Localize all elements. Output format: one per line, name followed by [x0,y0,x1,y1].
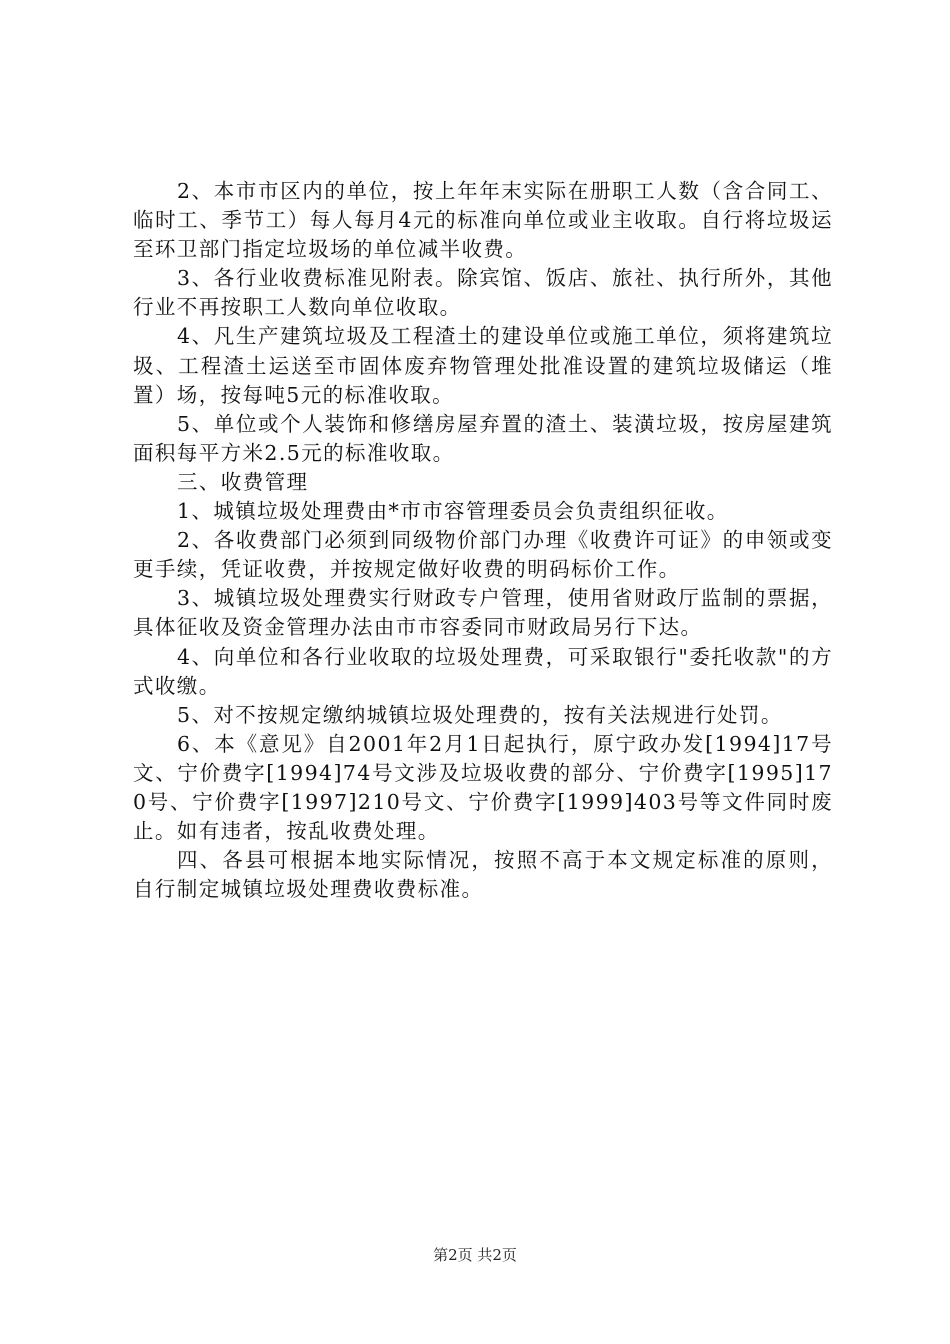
section-four-counties: 四、各县可根据本地实际情况，按照不高于本文规定标准的原则，自行制定城镇垃圾处理费收费标准。 [133,848,833,902]
document-body [133,141,833,904]
paragraph-item-2-fee-standard: 2、本市市区内的单位，按上年年末实际在册职工人数（含合同工、临时工、季节工）每人每月4元的标准向单位或业主收取。自行将垃圾运至环卫部门指定垃圾场的单位减半收费。 [133,179,833,262]
paragraph-item-3-industry-fees: 3、各行业收费标准见附表。除宾馆、饭店、旅社、执行所外，其他行业不再按职工人数向单位收取。 [133,266,833,320]
page-footer: 第2页 共2页 [433,1246,517,1264]
paragraph-management-3: 3、城镇垃圾处理费实行财政专户管理，使用省财政厅监制的票据，具体征收及资金管理办法由市市容委同市财政局另行下达。 [133,586,833,640]
paragraph-item-4-construction-waste: 4、凡生产建筑垃圾及工程渣土的建设单位或施工单位，须将建筑垃圾、工程渣土运送至市固体废弃物管理处批准设置的建筑垃圾储运（堆置）场，按每吨5元的标准收取。 [133,324,833,407]
paragraph-management-1: 1、城镇垃圾处理费由*市市容管理委员会负责组织征收。 [177,499,729,524]
paragraph-management-4: 4、向单位和各行业收取的垃圾处理费，可采取银行"委托收款"的方式收缴。 [133,644,833,698]
section-heading-fee-management: 三、收费管理 [177,469,309,494]
paragraph-item-5-renovation-waste: 5、单位或个人装饰和修缮房屋弃置的渣土、装潢垃圾，按房屋建筑面积每平方米2.5元的标准收取。 [133,411,833,465]
paragraph-management-5: 5、对不按规定缴纳城镇垃圾处理费的，按有关法规进行处罚。 [177,702,783,727]
paragraph-management-2: 2、各收费部门必须到同级物价部门办理《收费许可证》的申领或变更手续，凭证收费，并按规定做好收费的明码标价工作。 [133,528,833,582]
paragraph-management-6: 6、本《意见》自2001年2月1日起执行，原宁政办发[1994]17号文、宁价费字[1994]74号文涉及垃圾收费的部分、宁价费字[1995]170号、宁价费字[1997]210号文、宁价费字[1999]403号等文件同时废止。如有违者，按乱收费处理。 [133,731,833,844]
